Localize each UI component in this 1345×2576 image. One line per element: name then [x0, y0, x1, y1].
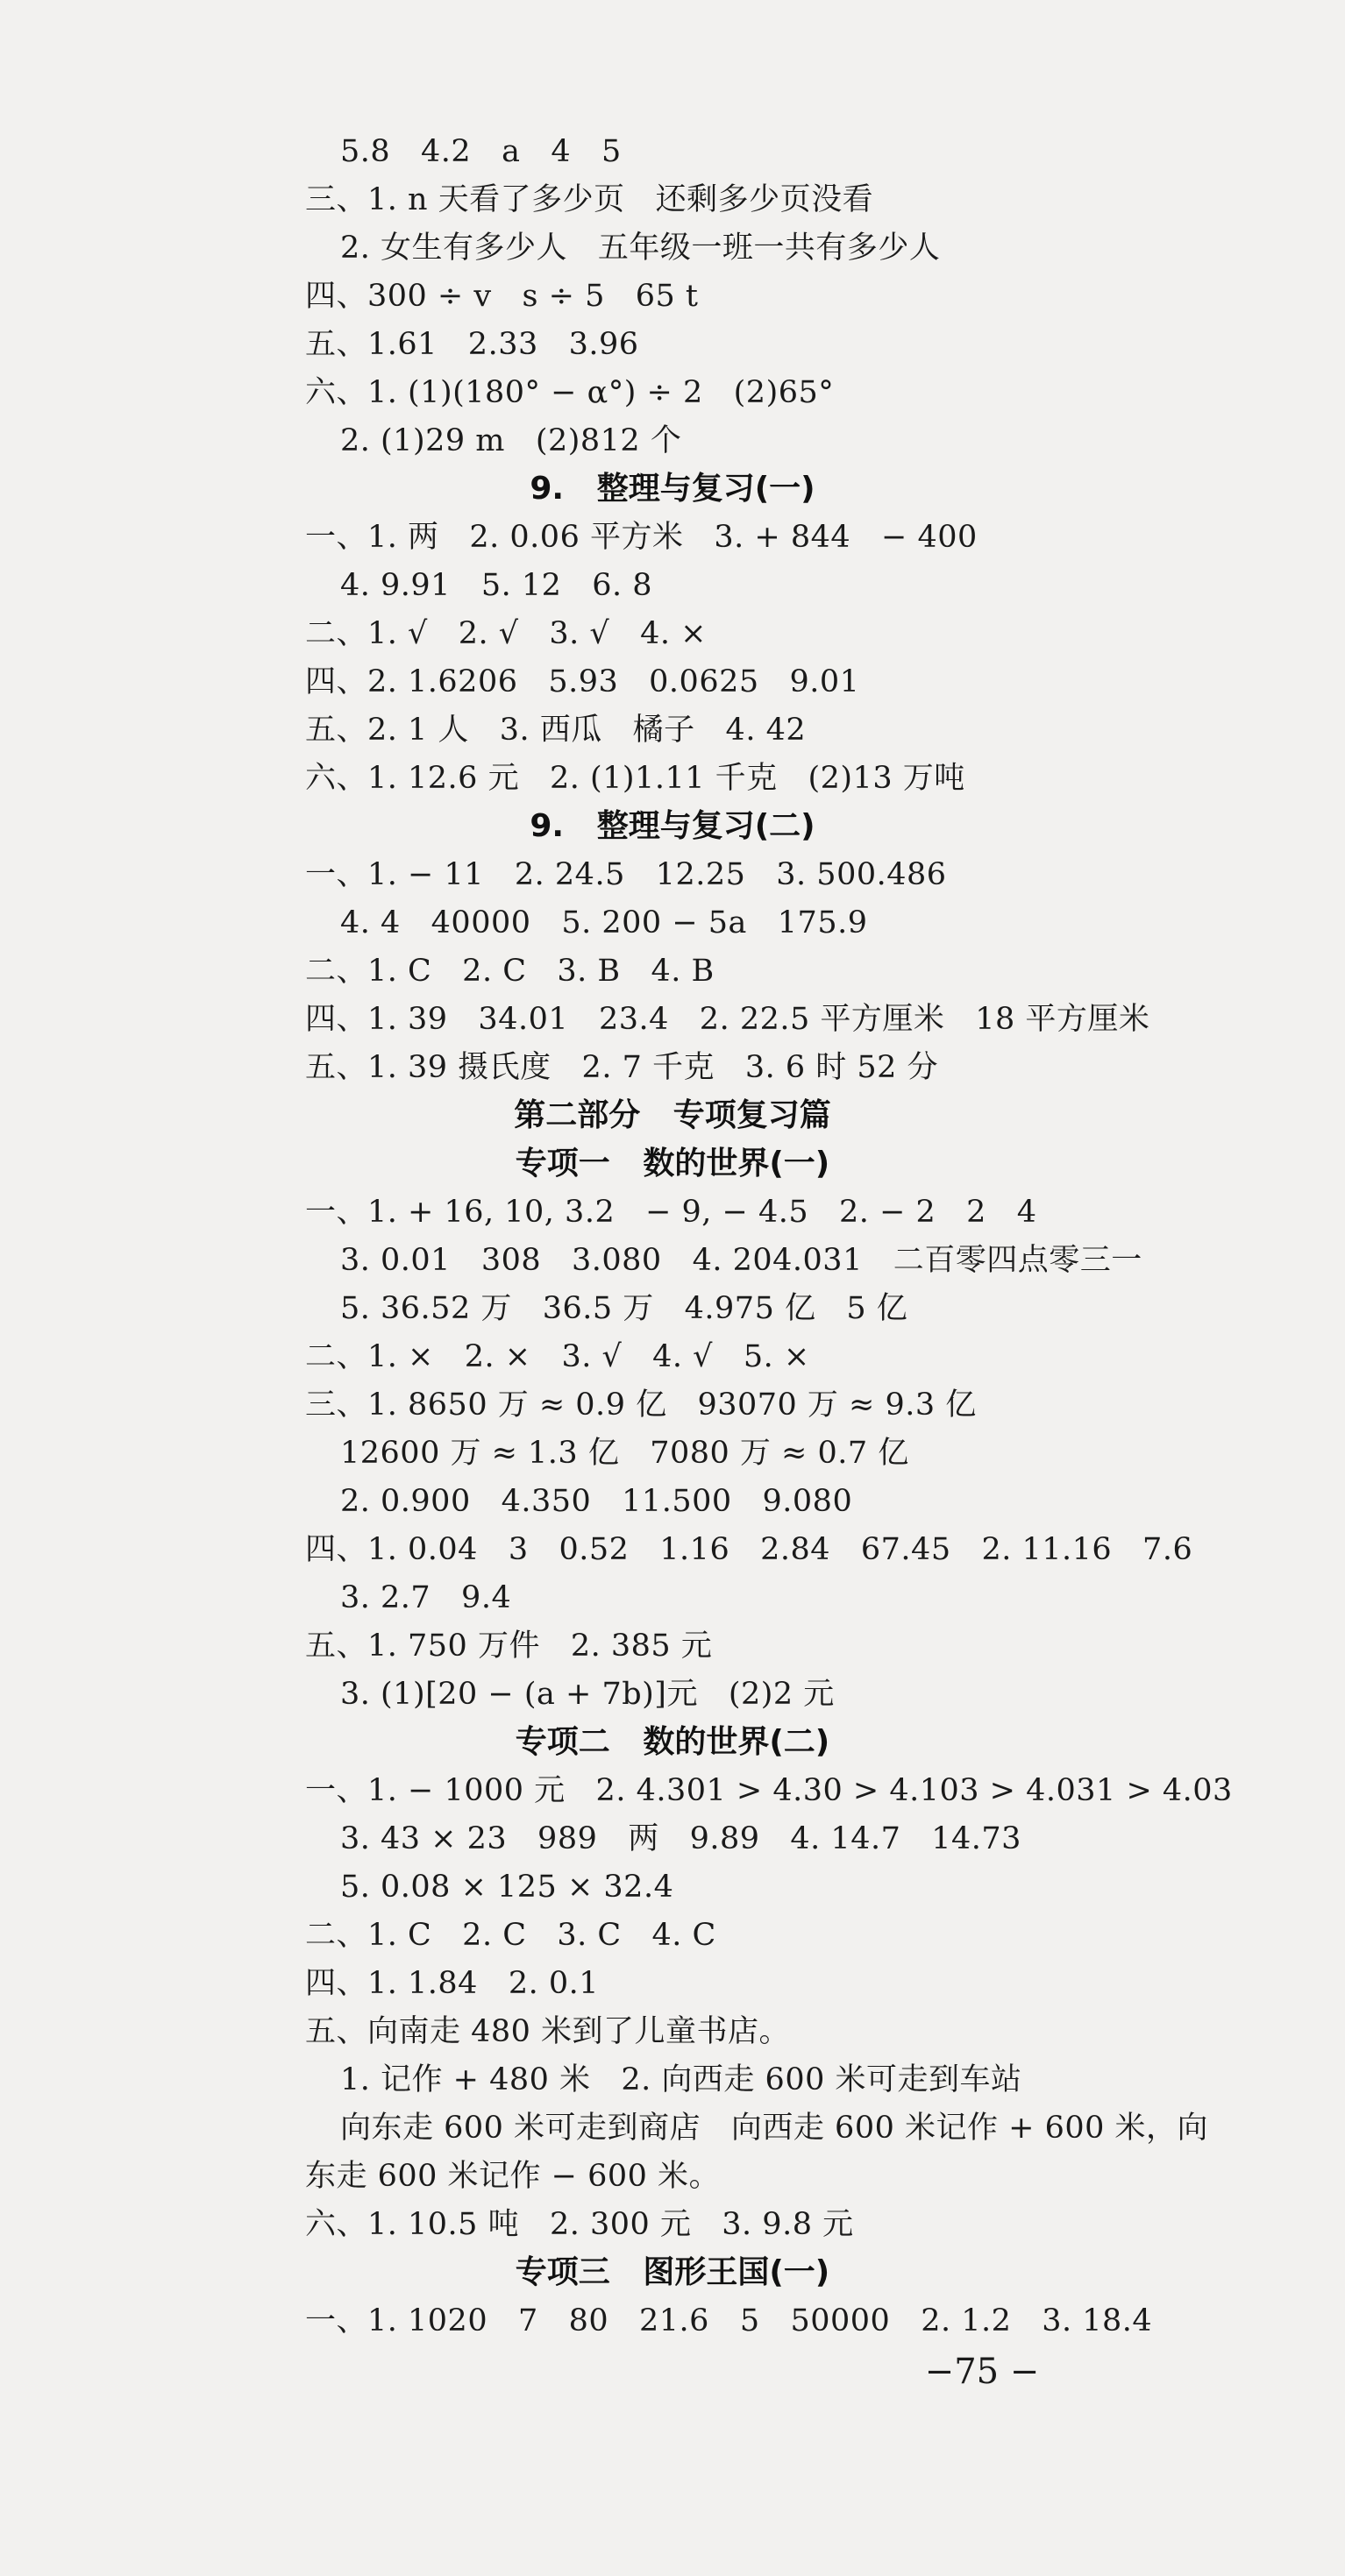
- answer-line: 5. 0.08 × 125 × 32.4: [340, 1870, 674, 1905]
- answer-line: 3. (1)[20 − (a + 7b)]元 (2)2 元: [340, 1677, 835, 1712]
- answer-line: 四、1. 1.84 2. 0.1: [305, 1966, 600, 2001]
- answer-line: 5. 36.52 万 36.5 万 4.975 亿 5 亿: [340, 1291, 908, 1326]
- answer-line: 六、1. 12.6 元 2. (1)1.11 千克 (2)13 万吨: [305, 761, 965, 796]
- answer-line: 四、1. 0.04 3 0.52 1.16 2.84 67.45 2. 11.16 7.6: [305, 1532, 1193, 1567]
- section-heading: 9. 整理与复习(一): [530, 471, 815, 507]
- answer-line: 一、1. + 16, 10, 3.2 − 9, − 4.5 2. − 2 2 4: [305, 1195, 1037, 1230]
- answer-line: 5.8 4.2 a 4 5: [340, 134, 622, 169]
- answer-line: 二、1. √ 2. √ 3. √ 4. ×: [305, 616, 707, 651]
- answer-line: 四、2. 1.6206 5.93 0.0625 9.01: [305, 664, 860, 699]
- answer-line: 一、1. 两 2. 0.06 平方米 3. + 844 − 400: [305, 520, 978, 555]
- answer-line: 六、1. (1)(180° − α°) ÷ 2 (2)65°: [305, 375, 835, 410]
- answer-line: 三、1. 8650 万 ≈ 0.9 亿 93070 万 ≈ 9.3 亿: [305, 1387, 977, 1423]
- section-heading: 9. 整理与复习(二): [530, 808, 815, 844]
- answer-line: 4. 9.91 5. 12 6. 8: [340, 568, 653, 603]
- answer-line: 二、1. C 2. C 3. C 4. C: [305, 1918, 716, 1953]
- answer-line: 东走 600 米记作 − 600 米。: [305, 2159, 721, 2194]
- page-number: −75 −: [924, 2352, 1040, 2392]
- answer-line: 一、1. − 1000 元 2. 4.301 > 4.30 > 4.103 > 4.031 > 4.03: [305, 1773, 1233, 1808]
- answer-line: 五、1.61 2.33 3.96: [305, 327, 639, 362]
- answer-line: 4. 4 40000 5. 200 − 5a 175.9: [340, 905, 868, 940]
- section-heading: 专项一 数的世界(一): [515, 1146, 830, 1182]
- answer-line: 五、2. 1 人 3. 西瓜 橘子 4. 42: [305, 713, 807, 748]
- answer-line: 2. 0.900 4.350 11.500 9.080: [340, 1484, 853, 1519]
- answer-line: 五、1. 750 万件 2. 385 元: [305, 1629, 713, 1664]
- answer-line: 三、1. n 天看了多少页 还剩多少页没看: [305, 182, 874, 217]
- answer-line: 四、300 ÷ v s ÷ 5 65 t: [305, 279, 699, 314]
- answer-line: 2. (1)29 m (2)812 个: [340, 423, 682, 458]
- answer-line: 3. 43 × 23 989 两 9.89 4. 14.7 14.73: [340, 1821, 1021, 1856]
- answer-line: 3. 0.01 308 3.080 4. 204.031 二百零四点零三一: [340, 1243, 1142, 1278]
- answer-line: 3. 2.7 9.4: [340, 1580, 512, 1615]
- part-heading: 第二部分 专项复习篇: [514, 1097, 831, 1133]
- answer-line: 一、1. 1020 7 80 21.6 5 50000 2. 1.2 3. 18.4: [305, 2303, 1153, 2338]
- answer-line: 二、1. × 2. × 3. √ 4. √ 5. ×: [305, 1339, 810, 1374]
- answer-line: 五、1. 39 摄氏度 2. 7 千克 3. 6 时 52 分: [305, 1050, 939, 1085]
- section-heading: 专项二 数的世界(二): [515, 1724, 830, 1760]
- answer-line: 一、1. − 11 2. 24.5 12.25 3. 500.486: [305, 857, 947, 892]
- section-heading: 专项三 图形王国(一): [515, 2254, 830, 2290]
- answer-line: 1. 记作 + 480 米 2. 向西走 600 米可走到车站: [340, 2062, 1022, 2097]
- answer-line: 2. 女生有多少人 五年级一班一共有多少人: [340, 231, 941, 266]
- answer-line: 六、1. 10.5 吨 2. 300 元 3. 9.8 元: [305, 2207, 854, 2242]
- answer-line: 二、1. C 2. C 3. B 4. B: [305, 954, 715, 989]
- answer-line: 12600 万 ≈ 1.3 亿 7080 万 ≈ 0.7 亿: [340, 1436, 909, 1471]
- answer-line: 四、1. 39 34.01 23.4 2. 22.5 平方厘米 18 平方厘米: [305, 1002, 1150, 1037]
- answer-line: 向东走 600 米可走到商店 向西走 600 米记作 + 600 米，向: [340, 2111, 1208, 2146]
- answer-line: 五、向南走 480 米到了儿童书店。: [305, 2014, 791, 2049]
